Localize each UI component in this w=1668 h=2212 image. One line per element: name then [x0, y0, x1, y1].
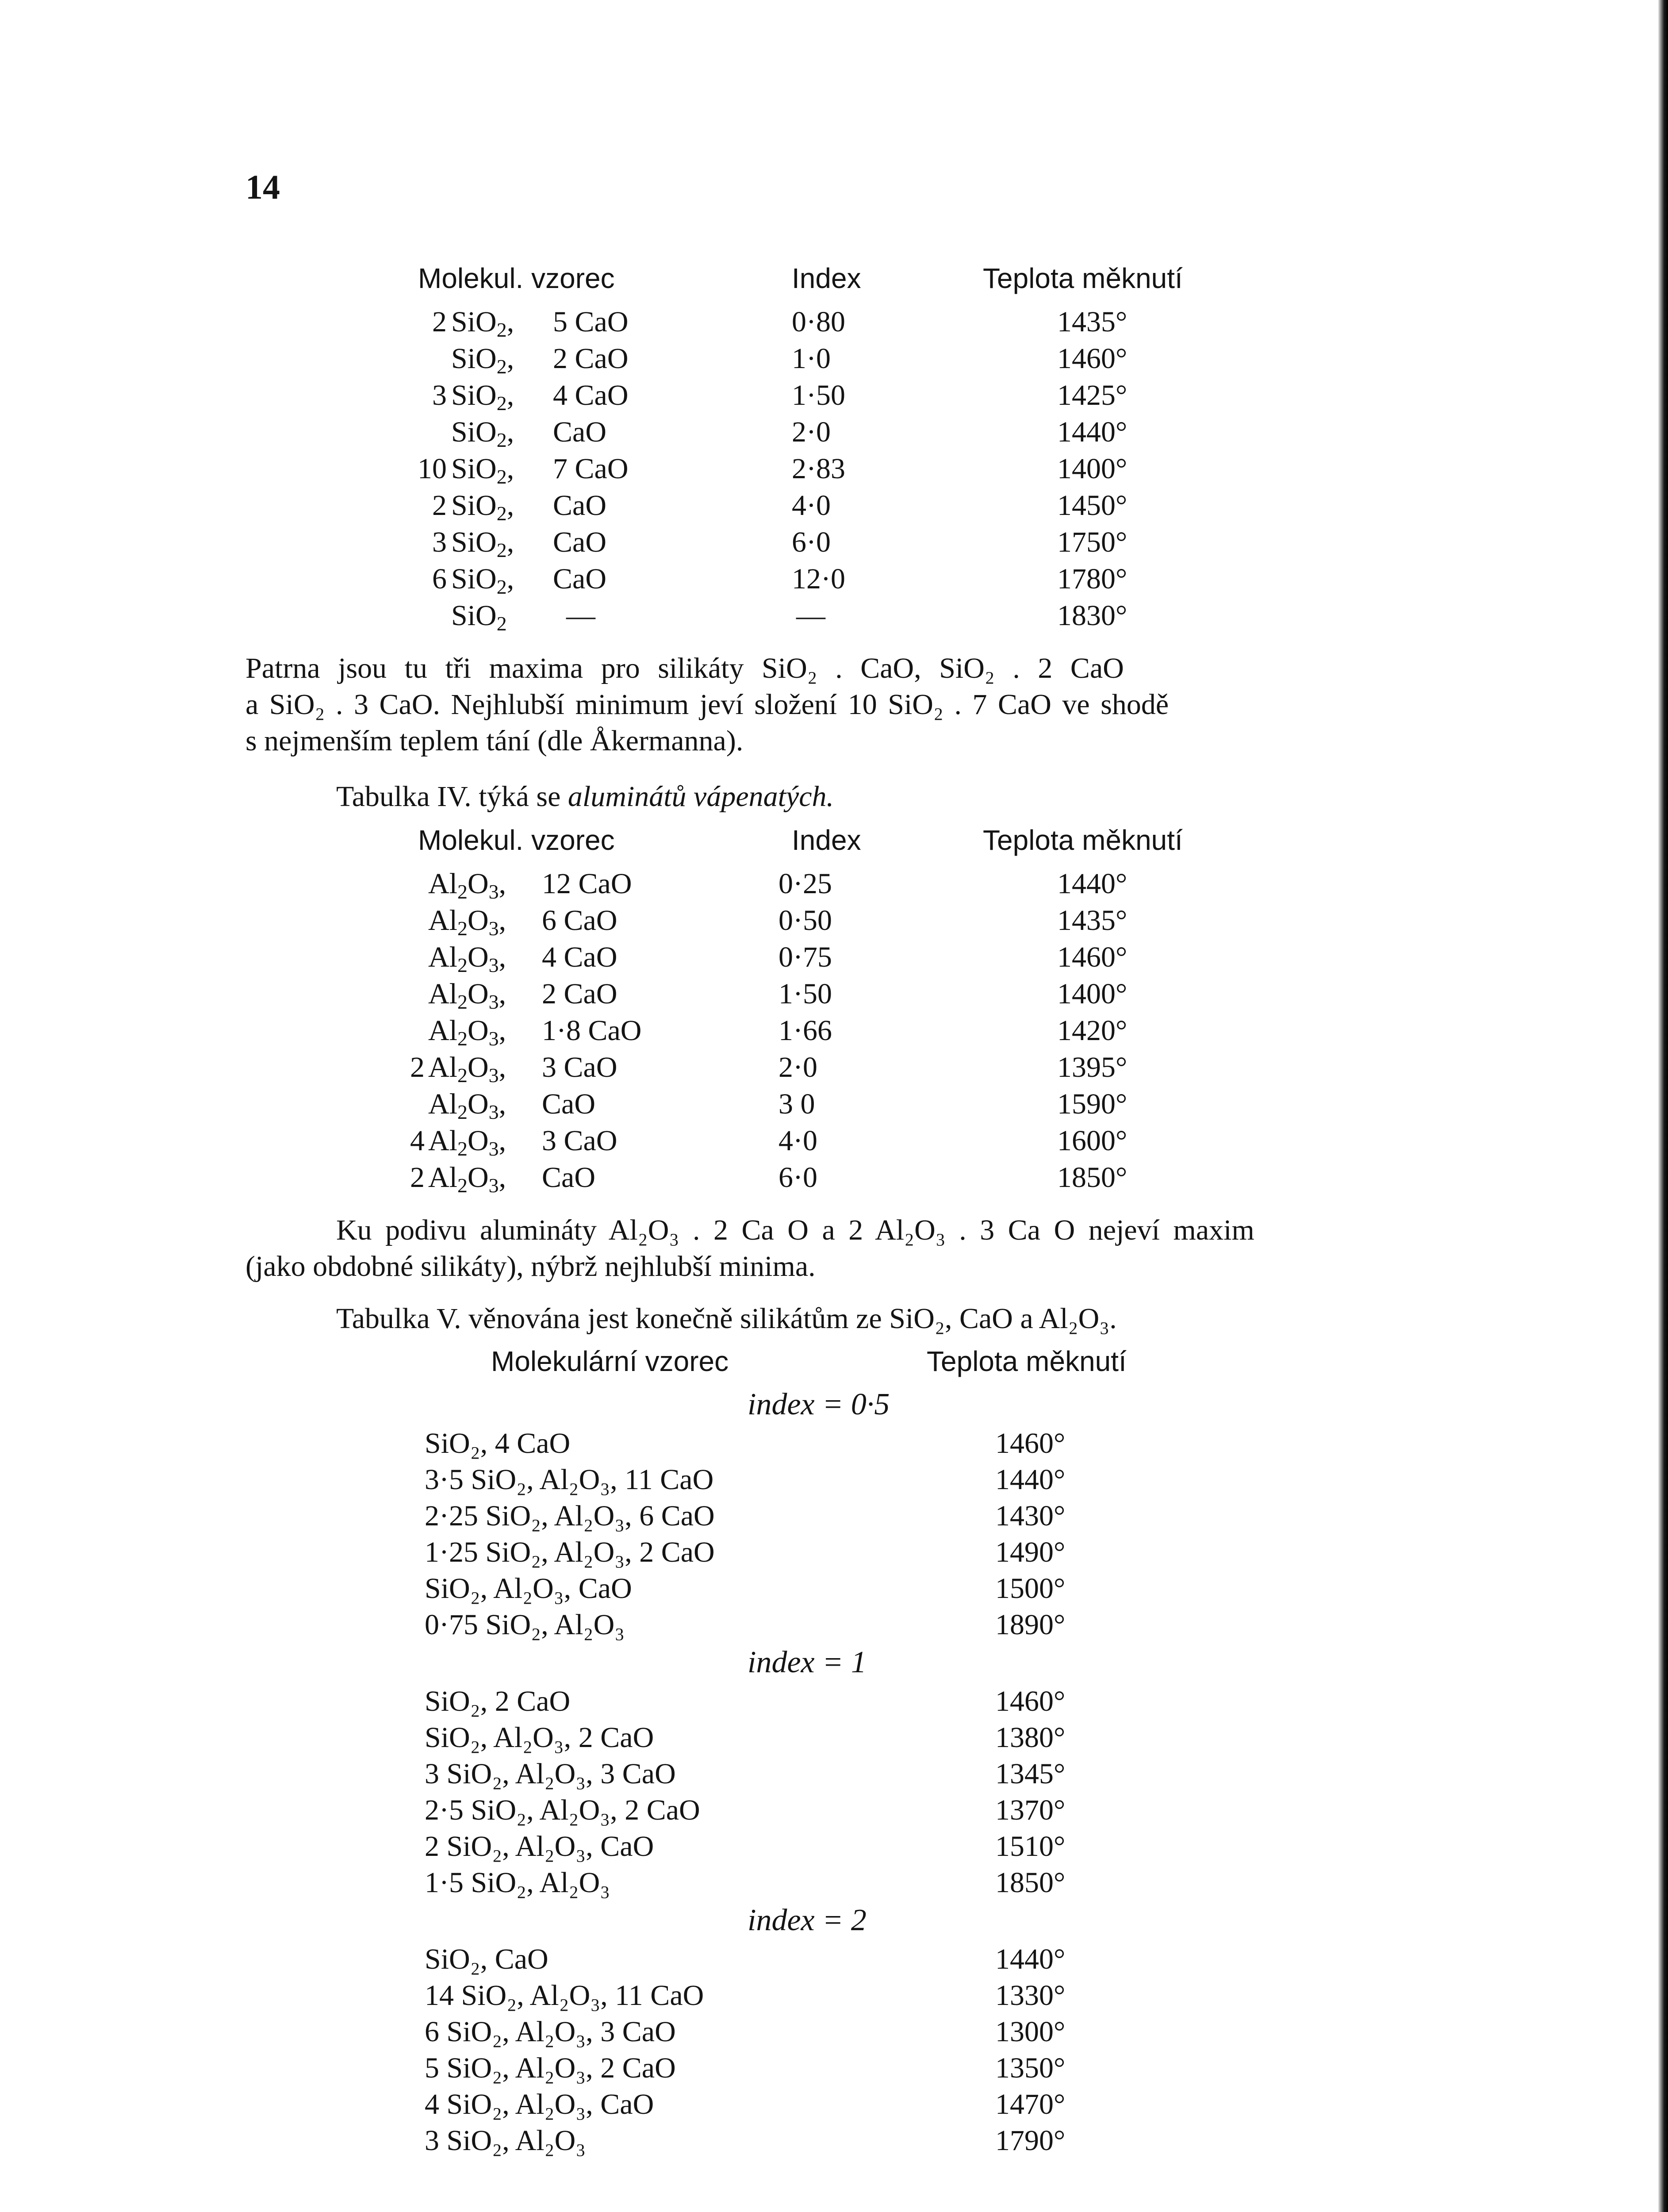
formula-coefficient: 6: [432, 563, 447, 595]
temperature-value: 1490°: [995, 1536, 1066, 1568]
formula-value: 2·25 SiO₂, Al₂O₃, 6 CaO: [425, 1500, 715, 1532]
formula-tail: CaO: [542, 1161, 595, 1194]
temperature-value: 1370°: [995, 1794, 1066, 1826]
formula-tail: 12 CaO: [542, 868, 632, 900]
temperature-value: 1435°: [1057, 306, 1127, 338]
formula-al2o3: $Al_2O_3$,: [428, 1088, 506, 1123]
formula-value: 1·5 SiO₂, Al₂O₃: [425, 1866, 610, 1899]
index-value: 1·0: [792, 342, 831, 375]
temperature-value: 1510°: [995, 1830, 1066, 1863]
table-caption-ternary: Tabulka V. věnována jest konečně silikátům ze SiO₂, CaO a Al₂O₃.: [336, 1302, 1117, 1335]
formula-al2o3: $Al_2O_3$,: [428, 978, 506, 1013]
page-edge-shadow: [1658, 0, 1668, 2212]
formula-value: 3·5 SiO₂, Al₂O₃, 11 CaO: [425, 1463, 714, 1496]
temperature-value: 1850°: [995, 1866, 1066, 1899]
paragraph-line: s nejmenším teplem tání (dle Åkermanna).: [245, 725, 744, 757]
index-value: —: [796, 599, 825, 632]
formula-coefficient: 2: [410, 1161, 425, 1194]
formula-coefficient: 3: [432, 526, 447, 558]
formula-value: 0·75 SiO₂, Al₂O₃: [425, 1609, 625, 1641]
formula-tail: 4 CaO: [553, 379, 629, 411]
formula-sio2: SiO$_2$,: [451, 306, 514, 341]
formula-tail: 3 CaO: [542, 1125, 617, 1157]
formula-coefficient: 4: [410, 1125, 425, 1157]
formula-coefficient: 2: [432, 306, 447, 338]
temperature-value: 1300°: [995, 2016, 1066, 2048]
temperature-value: 1460°: [1057, 342, 1127, 375]
formula-value: 6 SiO₂, Al₂O₃, 3 CaO: [425, 2016, 676, 2048]
formula-value: SiO₂, 2 CaO: [425, 1685, 571, 1717]
index-value: 2·83: [792, 453, 845, 485]
page-number: 14: [245, 168, 280, 206]
temperature-value: 1790°: [995, 2124, 1066, 2157]
temperature-value: 1450°: [1057, 489, 1127, 522]
formula-value: 1·25 SiO₂, Al₂O₃, 2 CaO: [425, 1536, 715, 1568]
temperature-value: 1590°: [1057, 1088, 1127, 1120]
temperature-value: 1850°: [1057, 1161, 1127, 1194]
index-value: 1·50: [792, 379, 845, 411]
formula-tail: 2 CaO: [553, 342, 629, 375]
formula-coefficient: 3: [432, 379, 447, 411]
formula-tail: 5 CaO: [553, 306, 629, 338]
formula-tail: CaO: [553, 416, 606, 448]
index-group-label: index = 0·5: [748, 1387, 890, 1421]
index-value: 0·50: [778, 904, 832, 937]
index-value: 12·0: [792, 563, 845, 595]
temperature-value: 1440°: [995, 1943, 1066, 1975]
formula-value: SiO₂, CaO: [425, 1943, 548, 1975]
caption-italic: aluminátů vápenatých.: [568, 780, 834, 813]
col-header-formula: Molekul. vzorec: [418, 262, 615, 294]
index-value: 4·0: [792, 489, 831, 522]
temperature-value: 1435°: [1057, 904, 1127, 937]
formula-sio2: SiO$_2$,: [451, 489, 514, 525]
formula-value: 14 SiO₂, Al₂O₃, 11 CaO: [425, 1979, 704, 2012]
col-header-formula: Molekulární vzorec: [491, 1345, 729, 1377]
formula-tail: —: [566, 599, 595, 632]
paragraph-line: a SiO₂ . 3 CaO. Nejhlubší minimum jeví složení 10 SiO₂ . 7 CaO ve shodě: [245, 688, 1169, 721]
formula-tail: 4 CaO: [542, 941, 617, 973]
formula-tail: CaO: [553, 563, 606, 595]
temperature-value: 1425°: [1057, 379, 1127, 411]
formula-sio2: SiO$_2$,: [451, 563, 514, 598]
formula-value: 2 SiO₂, Al₂O₃, CaO: [425, 1830, 654, 1863]
index-value: 3 0: [778, 1088, 815, 1120]
formula-value: SiO₂, Al₂O₃, CaO: [425, 1572, 632, 1605]
formula-al2o3: $Al_2O_3$,: [428, 1125, 506, 1160]
formula-al2o3: $Al_2O_3$,: [428, 1014, 506, 1050]
index-value: 0·25: [778, 868, 832, 900]
index-value: 2·0: [792, 416, 831, 448]
temperature-value: 1380°: [995, 1721, 1066, 1754]
temperature-value: 1600°: [1057, 1125, 1127, 1157]
temperature-value: 1345°: [995, 1758, 1066, 1790]
formula-sio2: SiO$_2$,: [451, 342, 514, 378]
temperature-value: 1890°: [995, 1609, 1066, 1641]
formula-al2o3: $Al_2O_3$,: [428, 868, 506, 903]
formula-sio2: SiO$_2$,: [451, 526, 514, 561]
formula-value: 3 SiO₂, Al₂O₃, 3 CaO: [425, 1758, 676, 1790]
formula-coefficient: 10: [418, 453, 447, 485]
temperature-value: 1500°: [995, 1572, 1066, 1605]
formula-value: 4 SiO₂, Al₂O₃, CaO: [425, 2088, 654, 2120]
temperature-value: 1395°: [1057, 1051, 1127, 1083]
formula-al2o3: $Al_2O_3$,: [428, 1161, 506, 1197]
paragraph-line: (jako obdobné silikáty), nýbrž nejhlubší minima.: [245, 1250, 816, 1283]
temperature-value: 1750°: [1057, 526, 1127, 558]
temperature-value: 1460°: [995, 1427, 1066, 1459]
temperature-value: 1440°: [1057, 416, 1127, 448]
col-header-temp: Teplota měknutí: [983, 262, 1183, 294]
col-header-index: Index: [792, 262, 861, 294]
temperature-value: 1440°: [1057, 868, 1127, 900]
caption-text: Tabulka IV. týká se: [336, 780, 568, 813]
formula-tail: 2 CaO: [542, 978, 617, 1010]
formula-value: 2·5 SiO₂, Al₂O₃, 2 CaO: [425, 1794, 700, 1826]
formula-sio2: SiO$_2$: [451, 599, 507, 635]
formula-al2o3: $Al_2O_3$,: [428, 941, 506, 976]
formula-tail: 7 CaO: [553, 453, 629, 485]
formula-value: SiO₂, Al₂O₃, 2 CaO: [425, 1721, 654, 1754]
formula-tail: 1·8 CaO: [542, 1014, 642, 1047]
temperature-value: 1400°: [1057, 978, 1127, 1010]
formula-al2o3: $Al_2O_3$,: [428, 1051, 506, 1087]
paragraph-line: Ku podivu alumináty Al₂O₃ . 2 Ca O a 2 Al₂O₃ . 3 Ca O nejeví maxim: [336, 1214, 1254, 1246]
formula-al2o3: $Al_2O_3$,: [428, 904, 506, 940]
formula-coefficient: 2: [432, 489, 447, 522]
formula-tail: 3 CaO: [542, 1051, 617, 1083]
formula-coefficient: 2: [410, 1051, 425, 1083]
temperature-value: 1470°: [995, 2088, 1066, 2120]
index-group-label: index = 2: [748, 1903, 867, 1937]
col-header-index: Index: [792, 824, 861, 856]
temperature-value: 1400°: [1057, 453, 1127, 485]
index-value: 6·0: [778, 1161, 817, 1194]
formula-tail: CaO: [553, 526, 606, 558]
col-header-temp: Teplota měknutí: [983, 824, 1183, 856]
temperature-value: 1460°: [1057, 941, 1127, 973]
index-group-label: index = 1: [748, 1645, 867, 1679]
index-value: 1·66: [778, 1014, 832, 1047]
temperature-value: 1460°: [995, 1685, 1066, 1717]
index-value: 6·0: [792, 526, 831, 558]
temperature-value: 1430°: [995, 1500, 1066, 1532]
index-value: 0·75: [778, 941, 832, 973]
index-value: 0·80: [792, 306, 845, 338]
formula-sio2: SiO$_2$,: [451, 453, 514, 488]
temperature-value: 1420°: [1057, 1014, 1127, 1047]
formula-value: 3 SiO₂, Al₂O₃: [425, 2124, 586, 2157]
formula-sio2: SiO$_2$,: [451, 379, 514, 415]
temperature-value: 1780°: [1057, 563, 1127, 595]
index-value: 1·50: [778, 978, 832, 1010]
temperature-value: 1330°: [995, 1979, 1066, 2012]
table-caption-aluminates: [336, 779, 834, 815]
col-header-temp: Teplota měknutí: [927, 1345, 1127, 1377]
index-value: 2·0: [778, 1051, 817, 1083]
temperature-value: 1830°: [1057, 599, 1127, 632]
formula-tail: CaO: [542, 1088, 595, 1120]
paragraph-line: Patrna jsou tu tři maxima pro silikáty SiO₂ . CaO, SiO₂ . 2 CaO: [245, 652, 1124, 684]
formula-tail: CaO: [553, 489, 606, 522]
formula-value: 5 SiO₂, Al₂O₃, 2 CaO: [425, 2052, 676, 2084]
temperature-value: 1350°: [995, 2052, 1066, 2084]
formula-value: SiO₂, 4 CaO: [425, 1427, 571, 1459]
col-header-formula: Molekul. vzorec: [418, 824, 615, 856]
index-value: 4·0: [778, 1125, 817, 1157]
temperature-value: 1440°: [995, 1463, 1066, 1496]
formula-sio2: SiO$_2$,: [451, 416, 514, 451]
formula-tail: 6 CaO: [542, 904, 617, 937]
